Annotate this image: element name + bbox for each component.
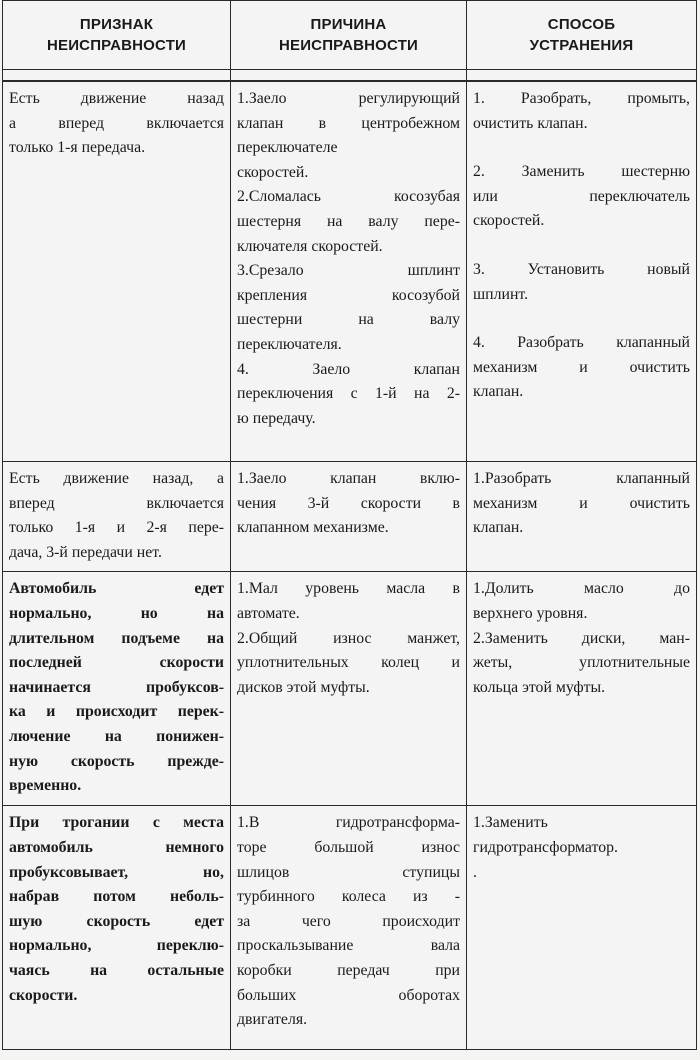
cell-text-line: набрав потом неболь- [9, 888, 224, 906]
cell-text-line: механизм и очистить [473, 494, 690, 512]
cause-cell [231, 81, 467, 462]
cell-text-line: временно. [9, 777, 82, 795]
cell-text-line: 4. Разобрать клапанный [473, 334, 690, 352]
remedy-item [473, 160, 690, 234]
cell-text-line: 2.Сломалась косозубая [237, 188, 460, 206]
remedy-item [473, 577, 690, 626]
symptom-cell [3, 81, 231, 462]
cause-item [237, 259, 460, 357]
cause-cell [231, 462, 467, 572]
cell-text-line: только 1-я и 2-я пере- [9, 519, 224, 537]
cause-item [237, 358, 460, 432]
cell-text-line: за чего происходит [237, 912, 460, 930]
header-remedy [467, 1, 697, 70]
cell-text-line: или переключатель [473, 187, 690, 205]
cell-text-line: 1.Разобрать клапанный [473, 470, 690, 487]
cell-text-line: жеты, уплотнительные [473, 654, 690, 672]
remedy-item [473, 87, 690, 136]
cell-text-line: шестерня на валу пере- [237, 212, 460, 230]
cell-text-line: механизм и очистить [473, 358, 690, 376]
cell-text-line: начинается пробуксов- [9, 678, 224, 696]
gap-cell [3, 70, 231, 82]
remedy-item [473, 258, 690, 307]
header-cause-line-2: НЕИСПРАВНОСТИ [278, 37, 419, 54]
cell-text-line: только 1-я передача. [9, 139, 146, 157]
cell-text-line: 2.Общий износ манжет, [237, 629, 460, 647]
cell-text-line: 2.Заменить диски, ман- [473, 629, 690, 647]
cell-text-line: автомобиль немного [9, 838, 224, 856]
cell-text-line: 1.Заело клапан вклю- [237, 470, 460, 487]
cause-item [237, 185, 460, 259]
table-row [3, 806, 697, 1050]
cause-item [237, 87, 460, 185]
remedy-item [473, 331, 690, 405]
remedy-item [473, 627, 690, 701]
cause-cell [231, 572, 467, 806]
cell-text-line: шестерни на валу [237, 311, 460, 329]
cell-text-line: пробуксовывает, но, [9, 863, 224, 881]
header-cause-line-1: ПРИЧИНА [310, 16, 387, 33]
cell-text-line: Есть движение назад, а [9, 470, 224, 487]
cell-text-line: переключения с 1-й на 2- [237, 385, 460, 403]
cell-text-line: скоростей. [473, 212, 545, 230]
cell-text-line: лючение на понижен- [9, 727, 224, 745]
cell-text-line: 1.Долить масло до [473, 580, 690, 598]
gap-cell [231, 70, 467, 82]
cell-text-line: 4. Заело клапан [237, 360, 460, 378]
cause-item [237, 811, 460, 1032]
cell-text-line: 1.В гидротрансформа- [237, 814, 460, 832]
cause-item [237, 627, 460, 701]
cell-text-line: скоростей. [237, 163, 309, 181]
cell-text-line: чаясь на остальные [9, 961, 224, 979]
table-row [3, 81, 697, 462]
cell-text-line: дисков этой муфты. [237, 678, 370, 696]
cell-text-line: клапан. [473, 519, 524, 537]
cell-text-line: 1.Заменить [473, 814, 548, 832]
cell-text-line: переключателе [237, 139, 338, 157]
table-body [3, 81, 697, 1050]
header-remedy-line-2: УСТРАНЕНИЯ [529, 37, 634, 54]
cell-text-line: больших оборотах [237, 986, 460, 1004]
cell-text-line: . [473, 863, 477, 881]
symptom-cell [3, 572, 231, 806]
cell-text-line: 2. Заменить шестерню [473, 163, 690, 181]
table-row [3, 462, 697, 572]
header-gap-row [3, 70, 697, 82]
cell-text-line: гидротрансформатор. [473, 838, 618, 856]
cause-item [237, 467, 460, 541]
gap-cell [467, 70, 697, 82]
cell-text-line: автомате. [237, 604, 300, 622]
cell-text-line: коробки передач при [237, 961, 460, 979]
cell-text-line: верхнего уровня. [473, 604, 588, 622]
cause-item [237, 577, 460, 626]
cell-text-line: Есть движение назад [9, 90, 224, 107]
symptom-cell [3, 806, 231, 1050]
header-cause [231, 1, 467, 70]
cell-text-line: ключателя скоростей. [237, 237, 383, 255]
cell-text-line: нормально, переклю- [9, 937, 224, 955]
cell-text-line: крепления косозубой [237, 286, 460, 304]
header-row [3, 1, 697, 70]
remedy-cell [467, 806, 697, 1050]
cell-text-line: шлицов ступицы [237, 863, 460, 881]
cell-text-line: клапанном механизме. [237, 519, 389, 537]
cell-text-line: а вперед включается [9, 114, 224, 132]
remedy-item [473, 467, 690, 541]
remedy-cell [467, 462, 697, 572]
cell-text-line: 1. Разобрать, промыть, [473, 90, 690, 107]
cell-text-line: нормально, но на [9, 604, 224, 622]
fault-table-page [2, 0, 696, 1058]
header-symptom [3, 1, 231, 70]
cell-text-line: 3.Срезало шплинт [237, 262, 460, 280]
cell-text-line: шую скорость едет [9, 912, 224, 930]
cell-text-line: переключателя. [237, 335, 342, 353]
cause-cell [231, 806, 467, 1050]
cell-text-line: кольца этой муфты. [473, 678, 606, 696]
cell-text-line: двигателя. [237, 1011, 308, 1029]
cell-text-line: шплинт. [473, 285, 529, 303]
cell-text-line: последней скорости [9, 654, 224, 672]
remedy-cell [467, 572, 697, 806]
cell-text-line: 1.Заело регулирующий [237, 90, 460, 107]
cell-text-line: При трогании с места [9, 814, 224, 832]
header-remedy-line-1: СПОСОБ [547, 16, 616, 33]
remedy-cell [467, 81, 697, 462]
cell-text-line: 1.Мал уровень масла в [237, 580, 460, 598]
cell-text-line: ную скорость прежде- [9, 752, 224, 770]
cell-text-line: турбинного колеса из - [237, 888, 460, 906]
cell-text-line: уплотнительных колец и [237, 654, 460, 672]
table-row [3, 572, 697, 806]
cell-text-line: клапан. [473, 383, 524, 401]
header-symptom-line-1: ПРИЗНАК [79, 16, 154, 33]
cell-text-line: 3. Установить новый [473, 260, 690, 278]
cell-text-line: торе большой износ [237, 838, 460, 856]
cell-text-line: длительном подъеме на [9, 629, 224, 647]
cell-text-line: дача, 3-й передачи нет. [9, 543, 162, 561]
cell-text-line: проскальзывание вала [237, 937, 460, 955]
cell-text-line: вперед включается [9, 494, 224, 512]
cell-text-line: Автомобиль едет [9, 580, 224, 598]
cell-text-line: чения 3-й скорости в [237, 494, 460, 512]
fault-table [2, 0, 697, 1050]
cell-text-line: очистить клапан. [473, 114, 588, 132]
cell-text-line: скорости. [9, 986, 78, 1004]
remedy-item [473, 811, 690, 885]
cell-text-line: ка и происходит перек- [9, 703, 224, 721]
header-symptom-line-2: НЕИСПРАВНОСТИ [46, 37, 187, 54]
cell-text-line: клапан в центробежном [237, 114, 460, 132]
symptom-cell [3, 462, 231, 572]
cell-text-line: ю передачу. [237, 409, 316, 427]
